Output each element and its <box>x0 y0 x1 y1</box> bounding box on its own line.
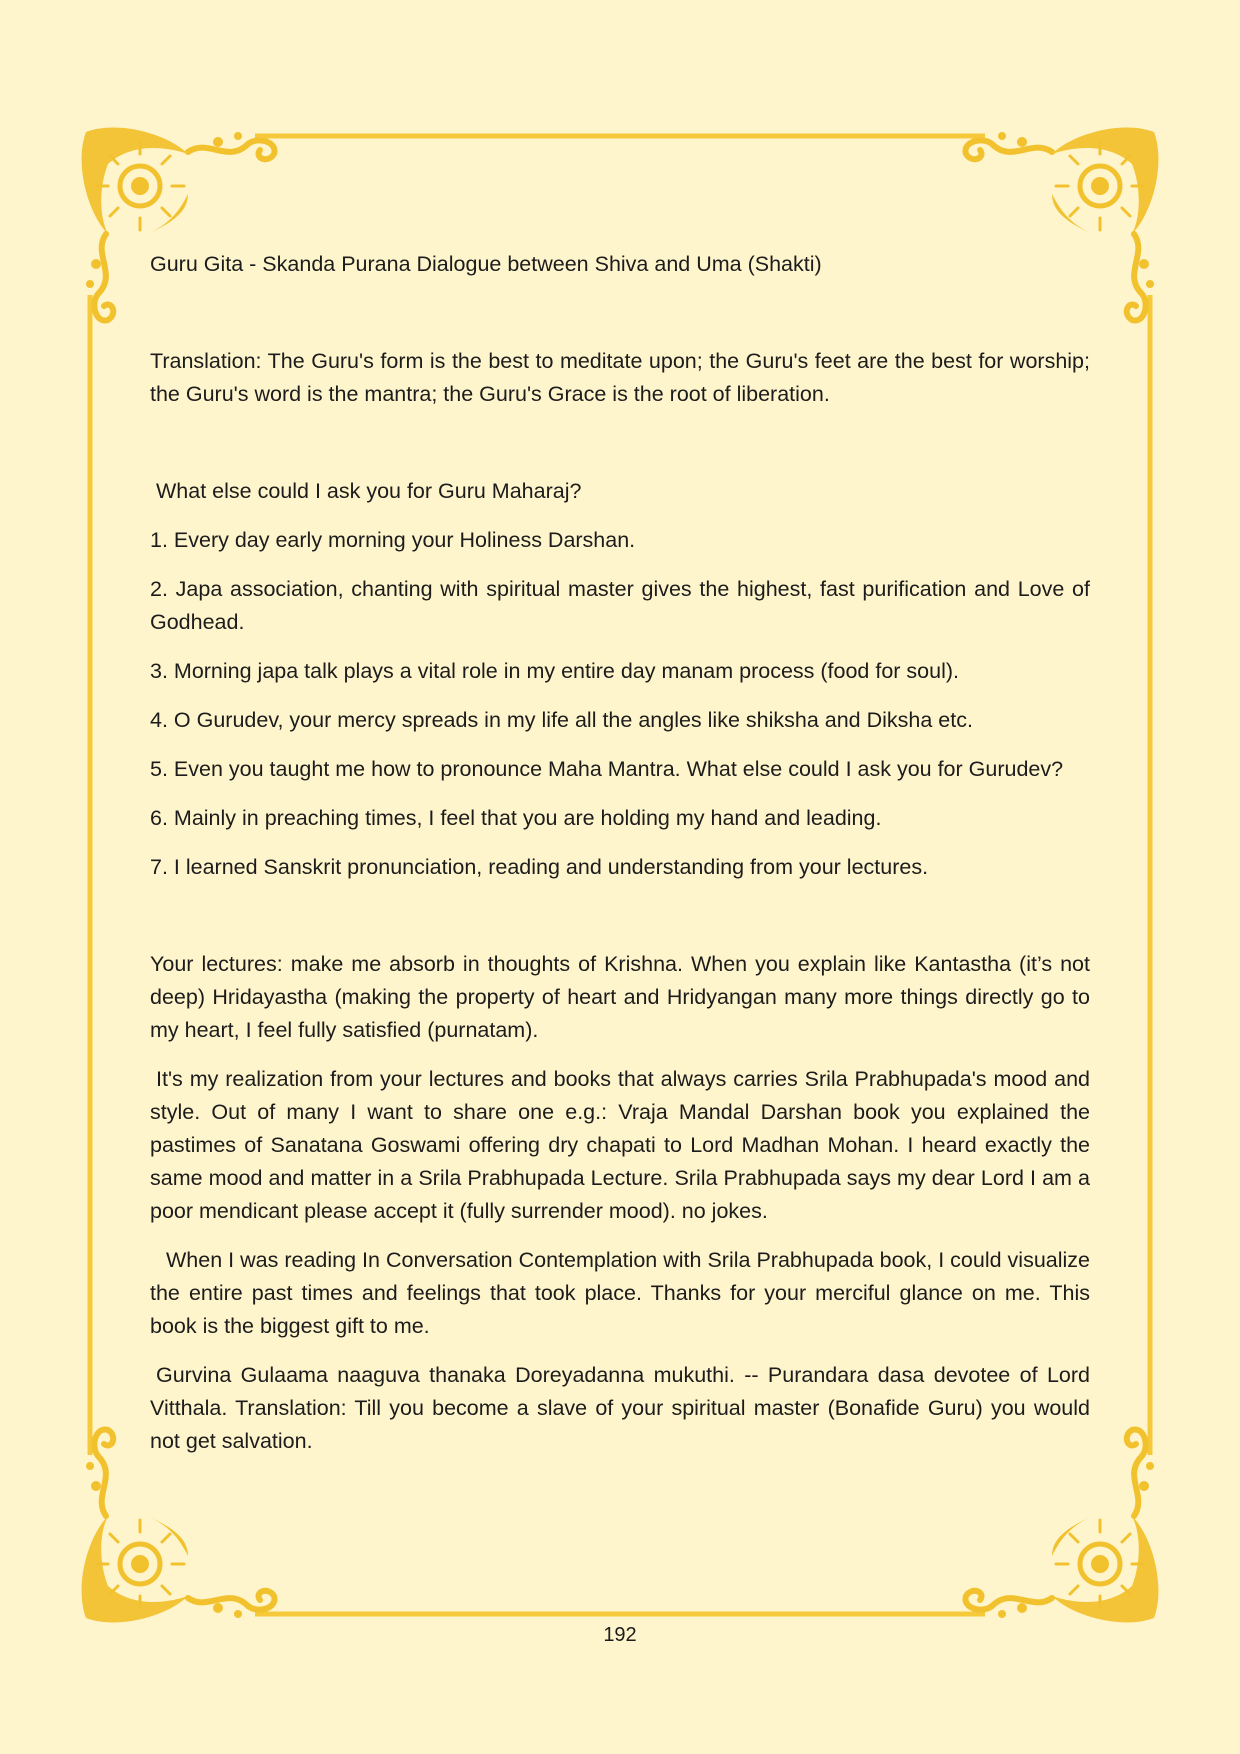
page-number: 192 <box>603 1624 637 1646</box>
body-paragraph: Your lectures: make me absorb in thoughts of Krishna. When you explain like Kantastha (it’s not deep) Hridayastha (making the property of heart and Hridyangan many more things directly go to my heart, I feel fully satisfied (purnatam). <box>150 952 1090 1042</box>
list-item: 6. Mainly in preaching times, I feel that you are holding my hand and leading. <box>150 806 882 830</box>
page-content <box>150 248 1090 1474</box>
body-paragraph: It's my realization from your lectures and books that always carries Srila Prabhupada's mood and style. Out of many I want to share one e.g.: Vraja Mandal Darshan book you explained the pastimes of Sanatana Goswami offering dry chapati to Lord Madhan Mohan. I heard exactly the same mood and matter in a Srila Prabhupada Lecture. Srila Prabhupada says my dear Lord I am a poor mendicant please accept it (fully surrender mood). no jokes. <box>150 1067 1090 1223</box>
body-paragraph: When I was reading In Conversation Contemplation with Srila Prabhupada book, I could visualize the entire past times and feelings that took place. Thanks for your merciful glance on me. This book is the biggest gift to me. <box>150 1248 1090 1338</box>
question-heading: What else could I ask you for Guru Maharaj? <box>156 479 582 503</box>
body-paragraph: Gurvina Gulaama naaguva thanaka Doreyadanna mukuthi. -- Purandara dasa devotee of Lord Vitthala. Translation: Till you become a slave of your spiritual master (Bonafide Guru) you would not get salvation. <box>150 1363 1090 1453</box>
list-item: 2. Japa association, chanting with spiritual master gives the highest, fast purification and Love of Godhead. <box>150 577 1090 634</box>
translation-paragraph: Translation: The Guru's form is the best to meditate upon; the Guru's feet are the best for worship; the Guru's word is the mantra; the Guru's Grace is the root of liberation. <box>150 349 1090 406</box>
list-item: 5. Even you taught me how to pronounce Maha Mantra. What else could I ask you for Gurudev? <box>150 757 1064 781</box>
list-item: 7. I learned Sanskrit pronunciation, reading and understanding from your lectures. <box>150 855 929 879</box>
list-item: 3. Morning japa talk plays a vital role in my entire day manam process (food for soul). <box>150 659 960 683</box>
page-title: Guru Gita - Skanda Purana Dialogue between Shiva and Uma (Shakti) <box>150 252 822 276</box>
list-item: 4. O Gurudev, your mercy spreads in my life all the angles like shiksha and Diksha etc. <box>150 708 973 732</box>
list-item: 1. Every day early morning your Holiness Darshan. <box>150 528 636 552</box>
